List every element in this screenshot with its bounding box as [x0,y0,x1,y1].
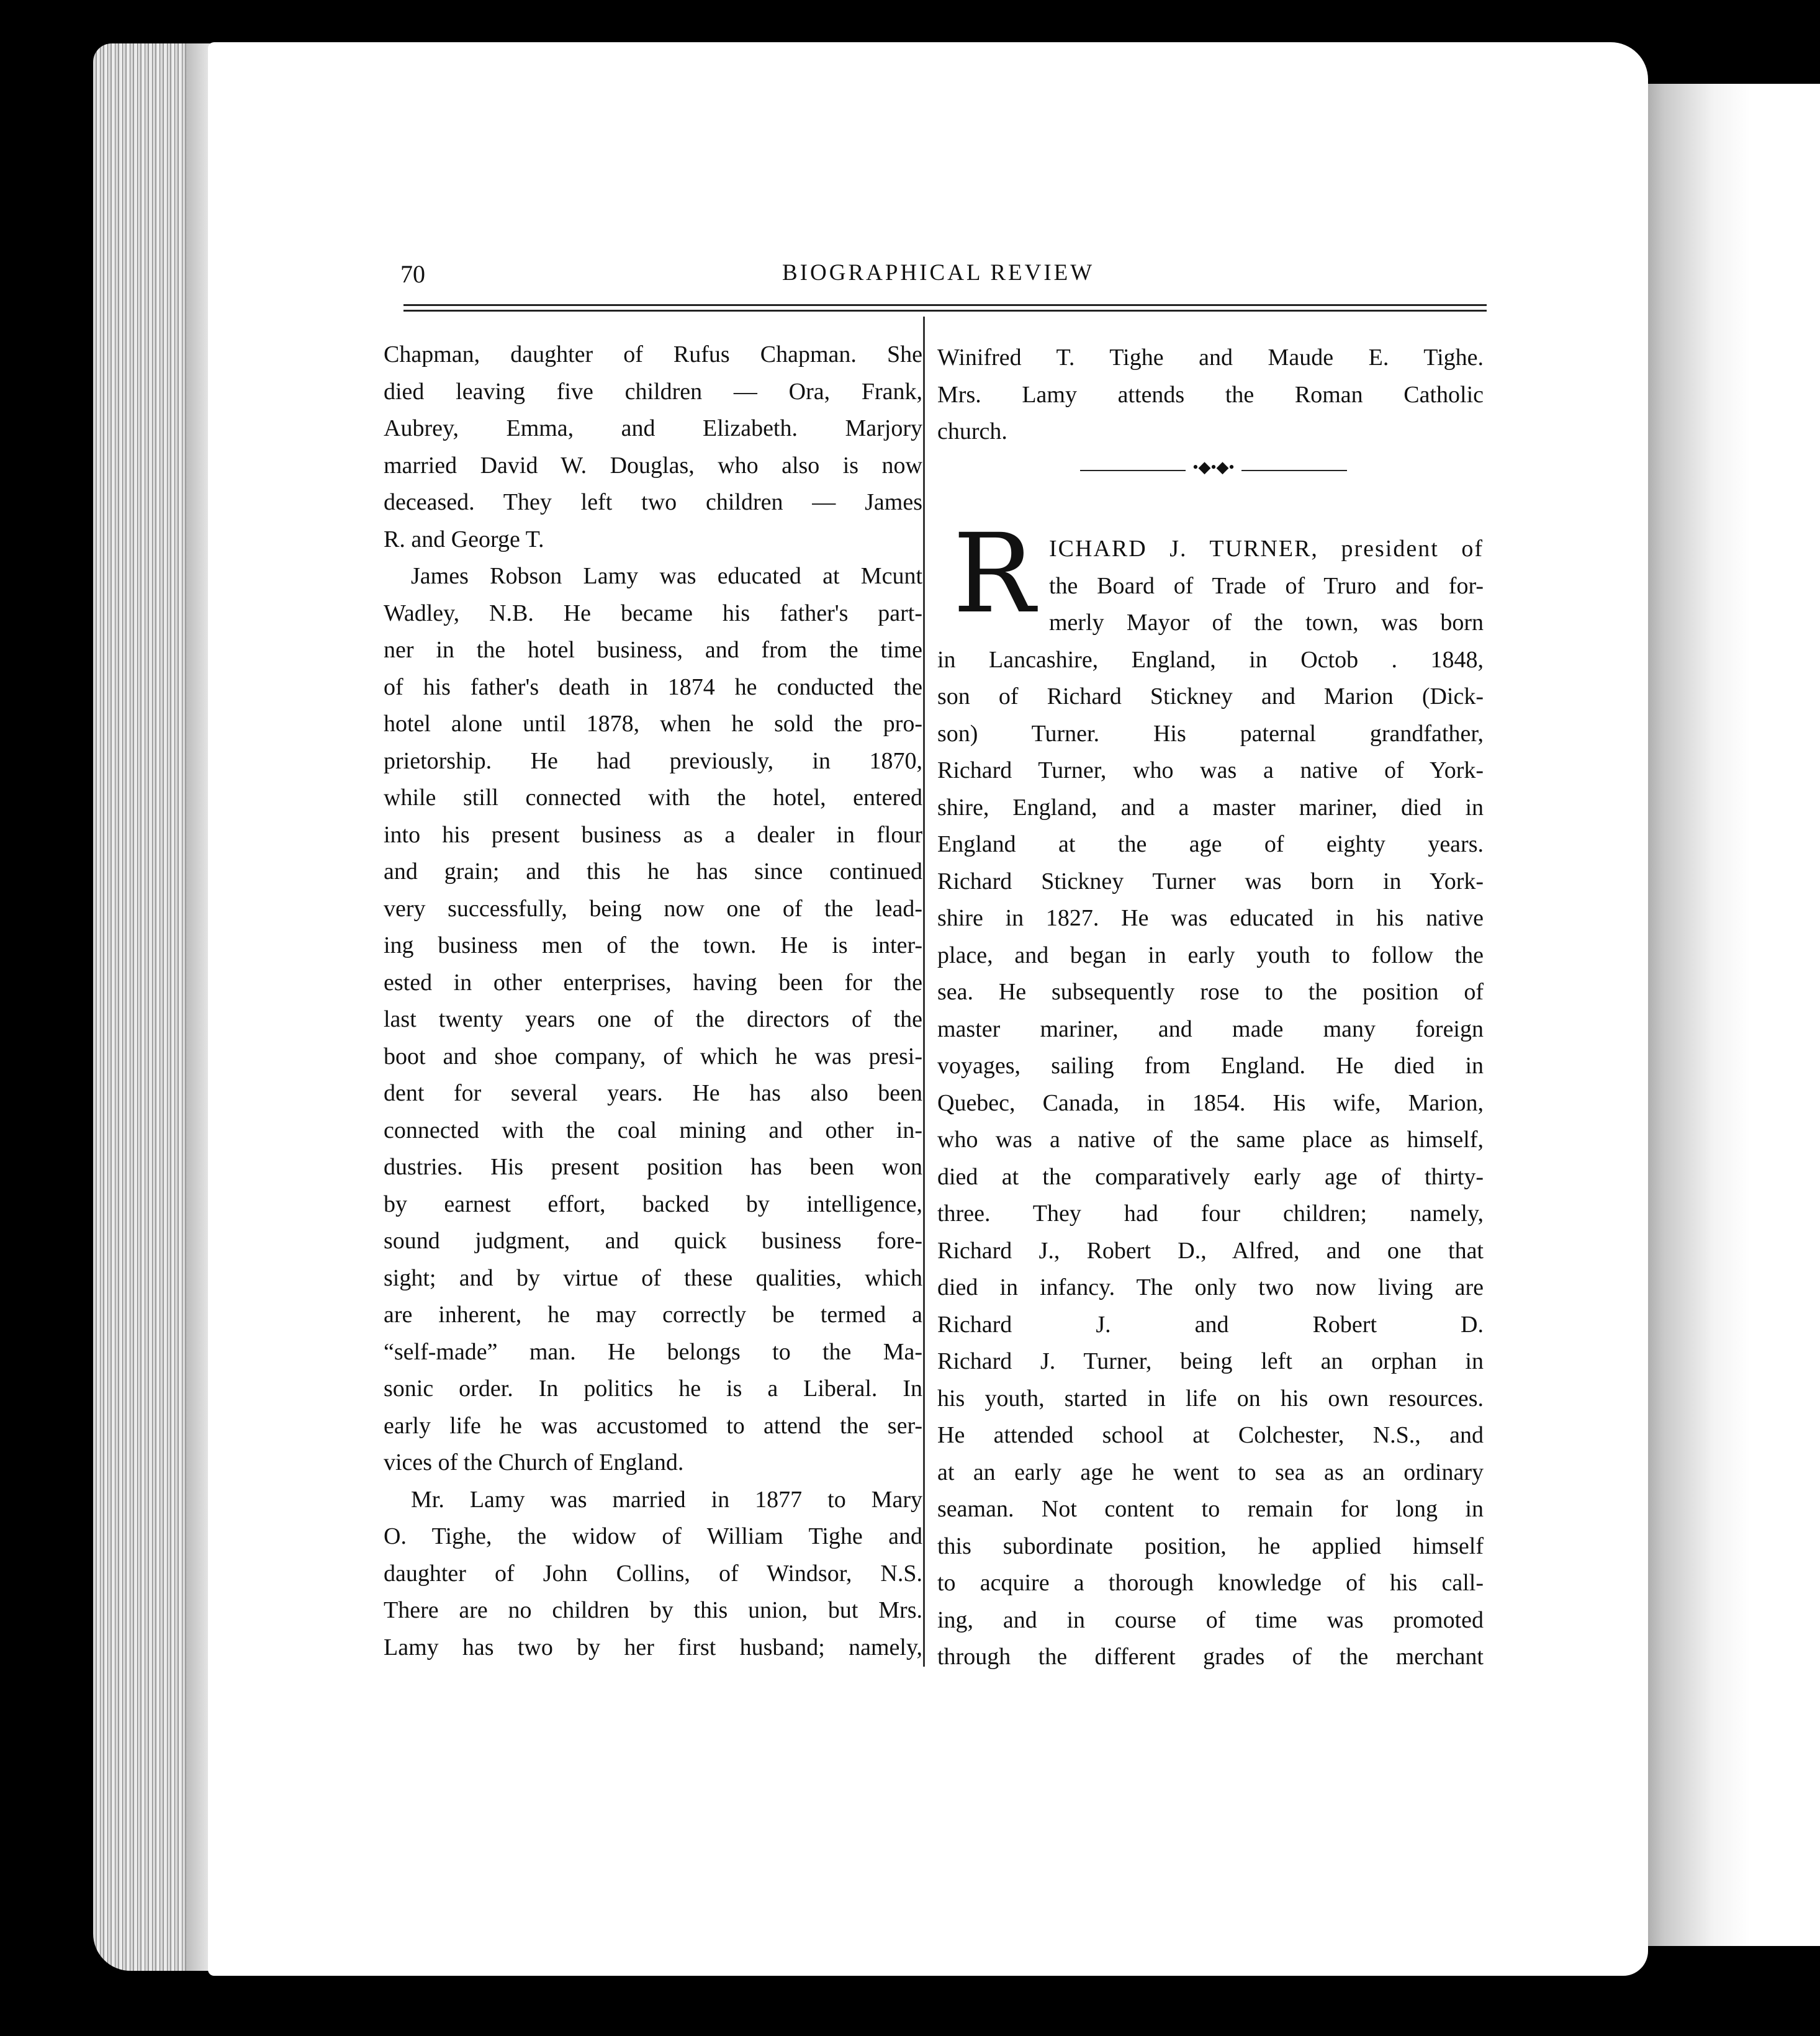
text-line: place, and began in early youth to follow the [937,942,1484,968]
text-line: at an early age he went to sea as an ordinary [937,1459,1484,1485]
text-line: ing business men of the town. He is inter- [384,932,922,958]
text-line: of his father's death in 1874 he conducted the [384,673,922,700]
right-column-biography [937,531,1484,1676]
right-column-top [937,340,1484,451]
text-line: Richard J., Robert D., Alfred, and one that [937,1237,1484,1264]
text-line: Chapman, daughter of Rufus Chapman. She [384,341,922,367]
text-line: prietorship. He had previously, in 1870, [384,747,922,774]
text-line: three. They had four children; namely, [937,1200,1484,1227]
text-line: shire in 1827. He was educated in his native [937,905,1484,931]
ornament-line-right [1241,470,1347,471]
text-line: sonic order. In politics he is a Liberal. In [384,1376,922,1402]
text-line: daughter of John Collins, of Windsor, N.S. [384,1560,922,1587]
running-title: BIOGRAPHICAL REVIEW [782,260,1095,286]
text-line: Winifred T. Tighe and Maude E. Tighe. [937,345,1484,371]
text-line: Richard J. and Robert D. [937,1311,1484,1338]
text-line: hotel alone until 1878, when he sold the pro- [384,711,922,737]
text-line: There are no children by this union, but Mrs. [384,1597,922,1623]
facing-page [1626,84,1820,1946]
text-line: church. [937,418,1007,444]
text-line: deceased. They left two children — James [384,489,922,515]
text-line: the Board of Trade of Truro and for- [1049,572,1484,599]
text-line: shire, England, and a master mariner, died in [937,794,1484,821]
text-line: son of Richard Stickney and Marion (Dick- [937,683,1484,709]
left-column [384,336,922,1666]
text-line: who was a native of the same place as himself, [937,1127,1484,1153]
text-line: in Lancashire, England, in Octob . 1848, [937,646,1484,673]
text-line: vices of the Church of England. [384,1449,684,1475]
text-line: married David W. Douglas, who also is now [384,452,922,479]
text-line: last twenty years one of the directors of the [384,1006,922,1032]
text-line: Richard J. Turner, being left an orphan in [937,1348,1484,1374]
text-line: Mrs. Lamy attends the Roman Catholic [937,381,1484,408]
text-line: Richard Stickney Turner was born in York- [937,868,1484,894]
text-line: sound judgment, and quick business fore- [384,1228,922,1254]
text-line: Quebec, Canada, in 1854. His wife, Marion, [937,1089,1484,1116]
text-line: Mr. Lamy was married in 1877 to Mary [411,1486,922,1513]
text-line: master mariner, and made many foreign [937,1016,1484,1042]
text-line: through the different grades of the merchant [937,1644,1484,1670]
text-line: voyages, sailing from England. He died in [937,1053,1484,1079]
text-line: ested in other enterprises, having been for the [384,969,922,996]
text-line: into his present business as a dealer in flour [384,821,922,848]
text-line: very successfully, being now one of the lead- [384,895,922,922]
text-line: his youth, started in life on his own resources. [937,1385,1484,1412]
header-rule-double [403,310,1487,312]
column-divider [923,317,925,1667]
header-rule [403,304,1487,306]
text-line: England at the age of eighty years. [937,831,1484,857]
text-line: boot and shoe company, of which he was presi- [384,1043,922,1070]
text-line: son) Turner. His paternal grandfather, [937,720,1484,747]
text-line: R. and George T. [384,526,544,552]
text-line: this subordinate position, he applied himself [937,1533,1484,1559]
text-line: He attended school at Colchester, N.S., and [937,1422,1484,1448]
drop-cap: R [953,510,1035,637]
text-line: “self-made” man. He belongs to the Ma- [384,1338,922,1365]
text-line: dustries. His present position has been won [384,1154,922,1180]
ornament-mark: •◆•◆• [1192,458,1235,476]
page-number: 70 [400,260,425,288]
text-line: ICHARD J. TURNER, president of [1049,536,1484,562]
text-line: died in infancy. The only two now living are [937,1274,1484,1300]
text-line: died at the comparatively early age of thirty- [937,1163,1484,1190]
text-line: while still connected with the hotel, entered [384,785,922,811]
text-line: Wadley, N.B. He became his father's part- [384,600,922,626]
text-line: O. Tighe, the widow of William Tighe and [384,1523,922,1549]
text-line: Aubrey, Emma, and Elizabeth. Marjory [384,415,922,441]
text-line: ner in the hotel business, and from the time [384,637,922,663]
ornament-line-left [1080,470,1186,471]
text-line: sight; and by virtue of these qualities, which [384,1264,922,1291]
text-line: James Robson Lamy was educated at Mcunt [411,563,922,589]
text-line: seaman. Not content to remain for long in [937,1496,1484,1522]
text-line: merly Mayor of the town, was born [1049,610,1484,636]
text-line: died leaving five children — Ora, Frank, [384,378,922,405]
text-line: and grain; and this he has since continued [384,858,922,885]
text-line: ing, and in course of time was promoted [937,1606,1484,1633]
text-line: Lamy has two by her first husband; namely, [384,1634,922,1660]
text-line: are inherent, he may correctly be termed a [384,1302,922,1328]
text-line: early life he was accustomed to attend the ser- [384,1412,922,1439]
text-line: to acquire a thorough knowledge of his call- [937,1570,1484,1596]
text-line: sea. He subsequently rose to the position of [937,979,1484,1005]
text-line: connected with the coal mining and other in- [384,1117,922,1143]
section-ornament [1080,458,1347,476]
text-line: Richard Turner, who was a native of York- [937,757,1484,783]
text-line: by earnest effort, backed by intelligence, [384,1191,922,1217]
text-line: dent for several years. He has also been [384,1080,922,1106]
